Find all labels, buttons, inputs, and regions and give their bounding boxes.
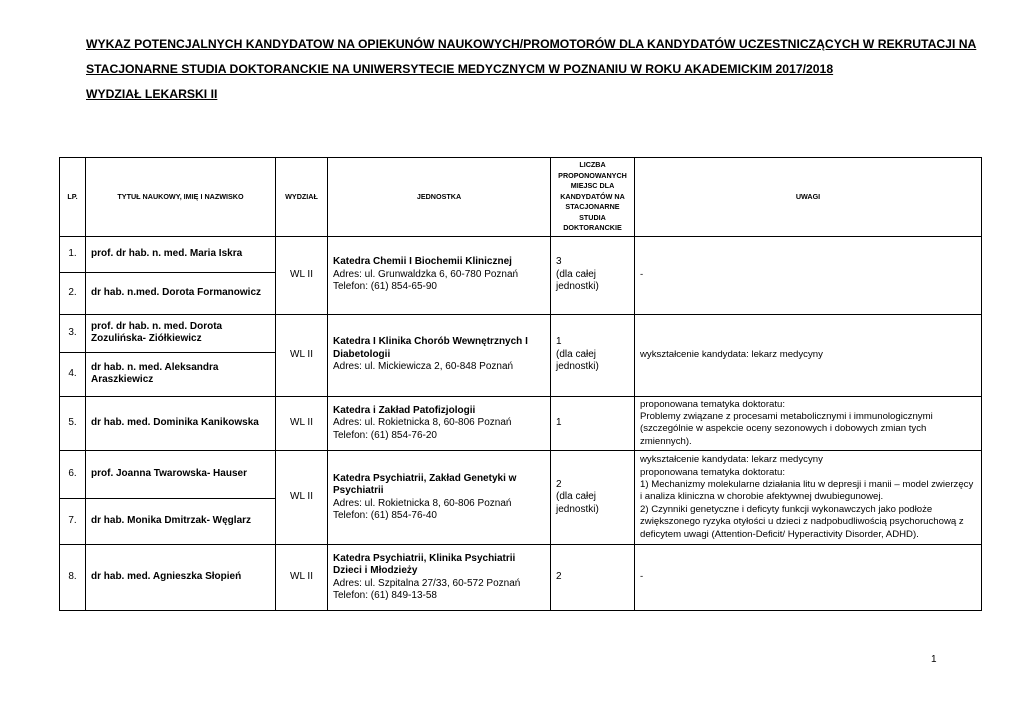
- row-wydzial: WL II: [276, 314, 328, 396]
- row-name: dr hab. Monika Dmitrzak- Węglarz: [86, 499, 276, 545]
- row-lp: 7.: [60, 499, 86, 545]
- unit-phone: Telefon: (61) 854-65-90: [333, 281, 437, 293]
- document-title-line-1: WYKAZ POTENCJALNYCH KANDYDATOW NA OPIEKUNÓW NAUKOWYCH/PROMOTORÓW DLA KANDYDATÓW UCZESTNICZĄCYCH W REKRUTACJI NA: [86, 37, 977, 51]
- row-lp: 6.: [60, 451, 86, 499]
- unit-name: Katedra I Klinika Chorób Wewnętrznych I Diabetologii: [333, 336, 528, 360]
- row-jednostka: [328, 451, 551, 545]
- row-name: prof. dr hab. n. med. Dorota Zozulińska- Ziółkiewicz: [86, 314, 276, 352]
- liczba-note-1: (dla całej: [556, 348, 597, 360]
- page-number: 1: [931, 654, 937, 665]
- unit-name: Katedra Psychiatrii, Klinika Psychiatrii Dzieci i Młodzieży: [333, 552, 516, 577]
- table-row: [60, 314, 982, 352]
- unit-address: Adres: ul. Szpitalna 27/33, 60-572 Poznań: [333, 577, 521, 589]
- col-header-liczba: LICZBA PROPONOWANYCH MIEJSC DLA KANDYDATÓW NA STACJONARNE STUDIA DOKTORANCKIE: [551, 158, 635, 237]
- unit-phone: Telefon: (61) 854-76-40: [333, 510, 437, 522]
- liczba-note-2: jednostki): [556, 281, 599, 293]
- row-liczba: 1: [551, 396, 635, 451]
- liczba-value: 2: [556, 478, 562, 490]
- row-liczba: [551, 314, 635, 396]
- unit-address: Adres: ul. Grunwaldzka 6, 60-780 Poznań: [333, 268, 519, 280]
- uwagi-line: Problemy związane z procesami metabolicznymi i immunologicznymi (szczególnie w aspekcie oceny sezonowych i dobowych zmian tych zmiennych).: [640, 410, 933, 447]
- row-name: prof. dr hab. n. med. Maria Iskra: [86, 236, 276, 272]
- col-header-uwagi: UWAGI: [635, 158, 982, 237]
- row-lp: 8.: [60, 545, 86, 611]
- row-uwagi: [635, 451, 982, 545]
- row-lp: 5.: [60, 396, 86, 451]
- col-header-jednostka: JEDNOSTKA: [328, 158, 551, 237]
- row-jednostka: [328, 236, 551, 314]
- unit-address: Adres: ul. Mickiewicza 2, 60-848 Poznań: [333, 361, 514, 373]
- row-name: dr hab. med. Dominika Kanikowska: [86, 396, 276, 451]
- liczba-note-2: jednostki): [556, 503, 599, 515]
- row-wydzial: WL II: [276, 451, 328, 545]
- table-row: [60, 396, 982, 451]
- unit-phone: Telefon: (61) 854-76-20: [333, 429, 437, 441]
- row-name: dr hab. med. Agnieszka Słopień: [86, 545, 276, 611]
- unit-phone: Telefon: (61) 849-13-58: [333, 590, 437, 602]
- unit-name: Katedra i Zakład Patofizjologii: [333, 404, 476, 416]
- row-name: dr hab. n.med. Dorota Formanowicz: [86, 272, 276, 314]
- row-name: prof. Joanna Twarowska- Hauser: [86, 451, 276, 499]
- row-liczba: [551, 451, 635, 545]
- unit-name: Katedra Chemii I Biochemii Klinicznej: [333, 256, 512, 268]
- row-wydzial: WL II: [276, 396, 328, 451]
- row-uwagi: [635, 396, 982, 451]
- row-lp: 2.: [60, 272, 86, 314]
- liczba-value: 1: [556, 336, 562, 348]
- document-title-line-2: STACJONARNE STUDIA DOKTORANCKIE NA UNIWERSYTECIE MEDYCZNYCM W POZNANIU W ROKU AKADEMICKIM 2017/2018: [86, 62, 834, 76]
- uwagi-line: 2) Czynniki genetyczne i deficyty funkcji wykonawczych jako podłoże zwiększonego ryzyka otyłości u dzieci z nadpobudliwością psychoruchową z deficytem uwagi (Attention-Deficit/ Hyperactivity Disorder, ADHD).: [640, 503, 964, 540]
- table-row: [60, 236, 982, 272]
- row-liczba: 2: [551, 545, 635, 611]
- candidates-table: [59, 157, 982, 611]
- unit-address: Adres: ul. Rokietnicka 8, 60-806 Poznań: [333, 417, 512, 429]
- row-lp: 4.: [60, 352, 86, 396]
- row-uwagi: wykształcenie kandydata: lekarz medycyny: [635, 314, 982, 396]
- liczba-note-1: (dla całej: [556, 491, 597, 503]
- unit-address: Adres: ul. Rokietnicka 8, 60-806 Poznań: [333, 497, 512, 509]
- table-header-row: [60, 158, 982, 237]
- row-liczba: [551, 236, 635, 314]
- uwagi-line: proponowana tematyka doktoratu:: [640, 466, 786, 478]
- row-uwagi: -: [635, 545, 982, 611]
- row-wydzial: WL II: [276, 236, 328, 314]
- liczba-note-1: (dla całej: [556, 268, 597, 280]
- row-jednostka: [328, 545, 551, 611]
- row-wydzial: WL II: [276, 545, 328, 611]
- col-header-lp: LP.: [60, 158, 86, 237]
- col-header-wydzial: WYDZIAŁ: [276, 158, 328, 237]
- liczba-note-2: jednostki): [556, 361, 599, 373]
- uwagi-line: 1) Mechanizmy molekularne działania litu w depresji i manii – model zwierzęcy i analiza kliniczna w chorobie afektywnej dwubiegunowej.: [640, 479, 974, 503]
- row-jednostka: [328, 396, 551, 451]
- unit-name: Katedra Psychiatrii, Zakład Genetyki w Psychiatrii: [333, 472, 517, 497]
- table-row: [60, 451, 982, 499]
- faculty-heading: WYDZIAŁ LEKARSKI II: [86, 87, 218, 101]
- liczba-value: 3: [556, 256, 562, 268]
- uwagi-line: wykształcenie kandydata: lekarz medycyny: [640, 454, 823, 466]
- row-lp: 1.: [60, 236, 86, 272]
- row-jednostka: [328, 314, 551, 396]
- uwagi-line: proponowana tematyka doktoratu:: [640, 398, 786, 410]
- row-name: dr hab. n. med. Aleksandra Araszkiewicz: [86, 352, 276, 396]
- row-lp: 3.: [60, 314, 86, 352]
- table-row: [60, 545, 982, 611]
- col-header-name: TYTUŁ NAUKOWY, IMIĘ I NAZWISKO: [86, 158, 276, 237]
- row-uwagi: -: [635, 236, 982, 314]
